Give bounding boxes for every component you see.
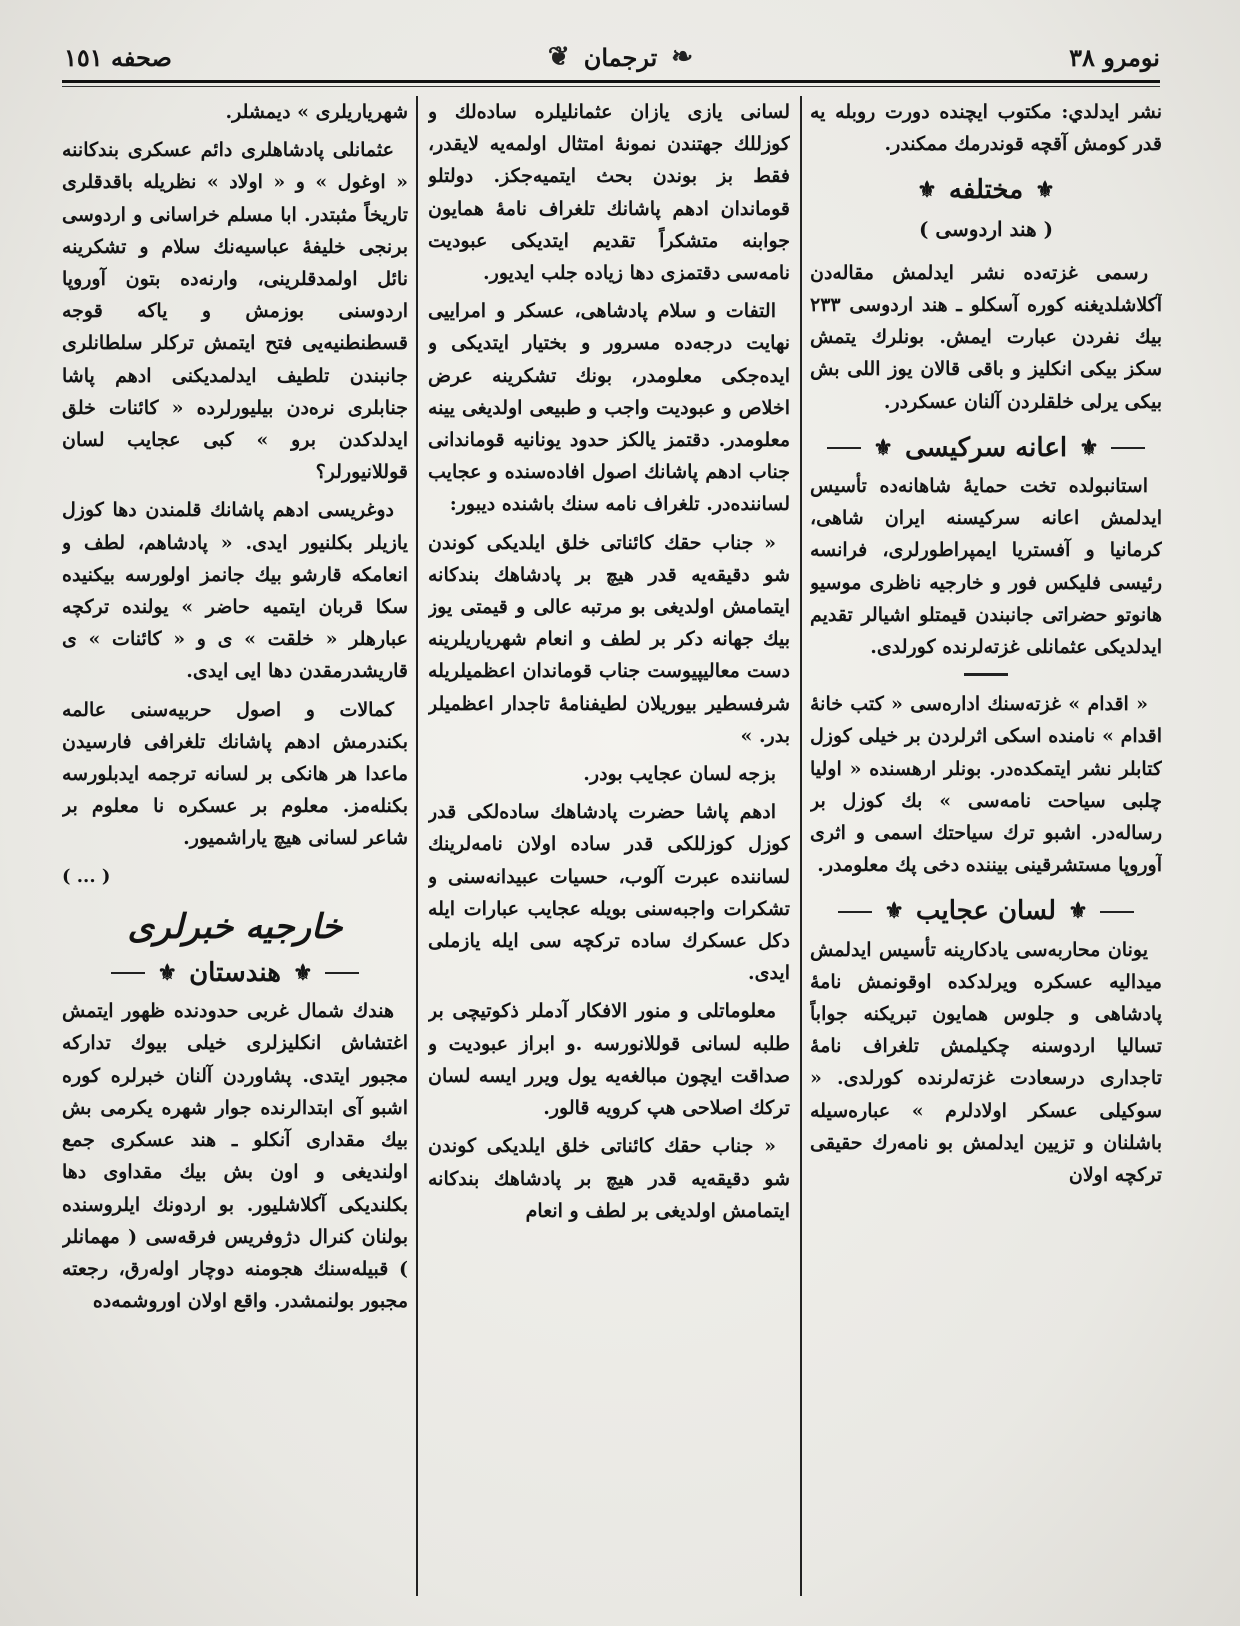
article-body: يونان محاربه‌سى يادكارينه تأسيس ايدلمش ميداليه عسكره ويرلدكده اوقونمش نامهٔ پادشاهى و جلوس همايون تبريكنه جواباً تسالیا اردوسنه چكيلمش تلغراف نامهٔ تاجدارى درسعادت غزته‌لرنده كورلدى. « سوكيلى عسكر اولادلرم » عباره‌سيله باشلنان و تزيين ايدلمش بو نامه‌رك حقيقى تركچه اولان	[810, 938, 1162, 1187]
section-title: هندستان	[189, 958, 281, 989]
divider-dash	[838, 911, 872, 913]
article-continuation: شهرياريلرى » ديمشلر.	[225, 101, 408, 123]
newspaper-title: ترجمان	[583, 42, 658, 72]
flourish-icon: ⚜	[873, 434, 893, 461]
flourish-icon: ⚜	[1035, 177, 1055, 204]
flourish-icon: ⚜	[884, 898, 904, 925]
divider-dash	[325, 972, 359, 974]
section-heading-strange-language	[810, 895, 1162, 927]
ornament-right-icon: ❧	[671, 42, 694, 72]
ornament-left-icon: ❦	[547, 42, 570, 72]
divider-dash	[1100, 911, 1134, 913]
section-heading-india	[62, 957, 408, 989]
divider-dash	[1111, 447, 1145, 449]
flourish-icon: ⚜	[917, 177, 937, 204]
divider-dash	[111, 972, 145, 974]
article-paragraph: عثمانلى پادشاهلرى دائم عسكرى بندكاننه « اوغول » و « اولاد » نظريله باقدقلرى تاريخاً مثبتدر. ابا مسلم خراسانى و اردوسى برنجى خليفهٔ عباسيه‌نك سلام و تشكرينه نائل اولمدقلرينى، وارنه‌ده بتون آوروپا اردوسنى بوزمش و ياكه قوجه قسطنطنيه‌يى فتح ايتمش تركلر سلطانلرى جانبندن تلطيف ايدلمديكنى ادهم پاشا جنابلرى نره‌دن بيليورلرده « كائنات خلق ايدلدكدن برو » كبى عجايب لسان قوللانيورلر؟	[62, 139, 408, 484]
flourish-icon: ⚜	[292, 960, 313, 987]
foreign-news-title: خارجيه خبرلرى	[127, 906, 343, 947]
section-title: لسان عجايب	[915, 896, 1057, 927]
article-paragraph: ادهم پاشا حضرت پادشاهك ساده‌لكى قدر كوزل كوزللكى قدر ساده اولان نامه‌لرينك لساننده عبرت آلوب، حسيات عبيدانه‌سنى و تشكرات واجبه‌سنى بويله عجايب عبارات ايله دكل عسكرك ساده تركچه سى ايله يازملى ايدى.	[428, 801, 790, 985]
issue-number-label: نومرو ٣٨	[1069, 42, 1160, 72]
right-column	[810, 96, 1162, 1596]
article-paragraph: دوغريسى ادهم پاشانك قلمندن دها كوزل يازيلر بكلنيور ايدى. « پادشاهم، لطف و انعامكه قارشو بيك جانمز اولورسه بيكنيده سكا قربان ايتميه حاضر » يولنده تركچه عبارهلر « خلقت » ى و « كائنات » ى قاريشدرمقدن دها ايى ايدى.	[62, 499, 408, 683]
article-signature: ( ... )	[62, 865, 111, 887]
page-number-label: صحفه ١٥١	[64, 42, 172, 72]
article-body: استانبولده تخت حمايهٔ شاهانه‌ده تأسيس ايدلمش اعانه سركيسنه ايران شاهى، كرمانيا و آفستريا ايمپراطورلرى، فرانسه رئيسى فليكس فور و خارجيه ناظرى موسيو هانوتو حضراتى جانبندن قيمتلو اشيالر تقديم ايدلديكى عثمانلى غزته‌لرنده كورلدى.	[810, 475, 1162, 659]
column-divider	[800, 96, 802, 1596]
header-rule	[62, 80, 1160, 83]
article-body: « اقدام » غزته‌سنك اداره‌سى « كتب خانهٔ اقدام » نامنده اسكى اثرلردن بر خيلى كوزل كتابلر نشر ايتمكده‌در. بونلر ارهسنده « اوليا چلبى سياحت نامه‌سى » بك كوزل بر رساله‌در. اشبو ترك سياحتك اسمى و اثرى آوروپا مستشرقينى بيننده دخى پك معلومدر.	[810, 693, 1162, 877]
article-paragraph: معلوماتلى و منور الافكار آدملر ذكوتيچى بر طلبه لسانى قوللانورسه .و ابراز عبوديت و صداقت ايچون مبالغه‌يه يول ويرر ايسه لسان تركك اصلاحى هپ كرويه قالور.	[428, 1000, 790, 1120]
quoted-telegram: « جناب حقك كائناتى خلق ايلديكى كوندن شو دقيقه‌يه قدر هيچ بر پادشاهك بندكانه ايتمامش اولديغى بر لطف و انعام	[428, 1135, 790, 1222]
page-header	[64, 34, 1160, 80]
article-body: رسمى غزته‌ده نشر ايدلمش مقاله‌دن آكلاشلديغنه كوره آسكلو ـ هند اردوسى ٢٣٣ بيك نفردن عبارت ايمش. بونلرك يتمش سكز بيكى انكليز و باقى قالان يوز اللى بش بيكى يرلى خلقلردن آلنان عسكردر.	[810, 261, 1162, 413]
article-paragraph: بزجه لسان عجايب بودر.	[583, 763, 776, 786]
quoted-telegram: « جناب حقك كائناتى خلق ايلديكى كوندن شو دقيقه‌يه قدر هيچ بر پادشاهك بندكانه ايتمامش اولديغى بو مرتبه عالى و قيمتى يوز بيك جهانه دكر بر لطف و انعام شهرياريلرينه دست معاليپيوست جناب قوماندان اعظميلريله شرفسطير بيوريلان لطيفنامهٔ تاجدار اعظميلر بدر. »	[428, 531, 790, 747]
section-separator	[964, 673, 1008, 676]
article-paragraph: كمالات و اصول حربيه‌سنى عالمه بكندرمش ادهم پاشانك تلغرافى فارسيدن ماعدا هر هانكى بر لسانه ترجمه ايدبلورسه بكنله‌مز. معلوم بر عسكره نا معلوم بر شاعر لسانى هيچ ياراشميور.	[62, 698, 408, 850]
header-rule-thin	[62, 86, 1160, 87]
divider-dash	[827, 447, 861, 449]
section-subtitle: ( هند اردوسى )	[918, 216, 1054, 241]
column-divider	[416, 96, 418, 1596]
middle-column	[428, 96, 790, 1596]
left-column	[62, 96, 408, 1596]
section-title: اعانه سركيسى	[904, 432, 1068, 463]
section-heading-miscellaneous	[810, 174, 1162, 206]
flourish-icon: ⚜	[157, 960, 178, 987]
article-body: هندك شمال غربى حدودنده ظهور ايتمش اغتشاش انكليزلرى خيلى بيوك تداركه مجبور ايتدى. پشاوردن آلنان خبرلره كوره اشبو آى ابتدالرنده جوار شهره يكرمى بش بيك مقدارى آنكلو ـ هند عسكرى جمع اولنديغى و اون بش بيك مقداوى دها بكلنديكى آكلاشليور. بو اردونك ايلروسنده بولنان كنرال دژوفريس فرقه‌سى ( مهمانلر ) قبيله‌سنك هجومنه دوچار اوله‌رق، رجعته مجبور بولنمشدر. واقع اولان اوروشمه‌ده	[62, 1000, 408, 1313]
flourish-icon: ⚜	[1068, 898, 1088, 925]
masthead	[548, 42, 693, 72]
section-title: مختلفه	[948, 175, 1024, 206]
article-paragraph: لسانى يازى يازان عثمانليلره ساده‌لك و كوزللك جهتندن نمونهٔ امتثال اولمه‌يه لايقدر، فقط بز بوندن بحث ايتميه‌جكز. دولتلو قوماندان ادهم پاشانك تلغراف نامهٔ همايون جوابنه متشكراً تقديم ايتديكى عبوديت نامه‌سى دقتمزى دها زياده جلب ايديور.	[428, 101, 790, 285]
flourish-icon: ⚜	[1079, 434, 1099, 461]
intro-paragraph: نشر ايدلدي: مكتوب ايچنده دورت روبله يه قدر كومش آقچه قوندرمك ممكندر.	[810, 101, 1162, 156]
article-paragraph: التفات و سلام پادشاهى، عسكر و امراييى نهايت درجه‌ده مسرور و بختيار ايتديكى و ايده‌جكى معلومدر، بونك تشكرينه عرض اخلاص و عبوديت واجب و طبيعى اولديغى يينه معلومدر. دقتمز يالكز حدود يونانيه قوماندانى جناب ادهم پاشانك اصول افاده‌سنده و عجايب لساننده‌در. تلغراف نامه سنك باشنده ديبور:	[428, 300, 790, 516]
section-heading-aid-exhibition	[810, 432, 1162, 464]
